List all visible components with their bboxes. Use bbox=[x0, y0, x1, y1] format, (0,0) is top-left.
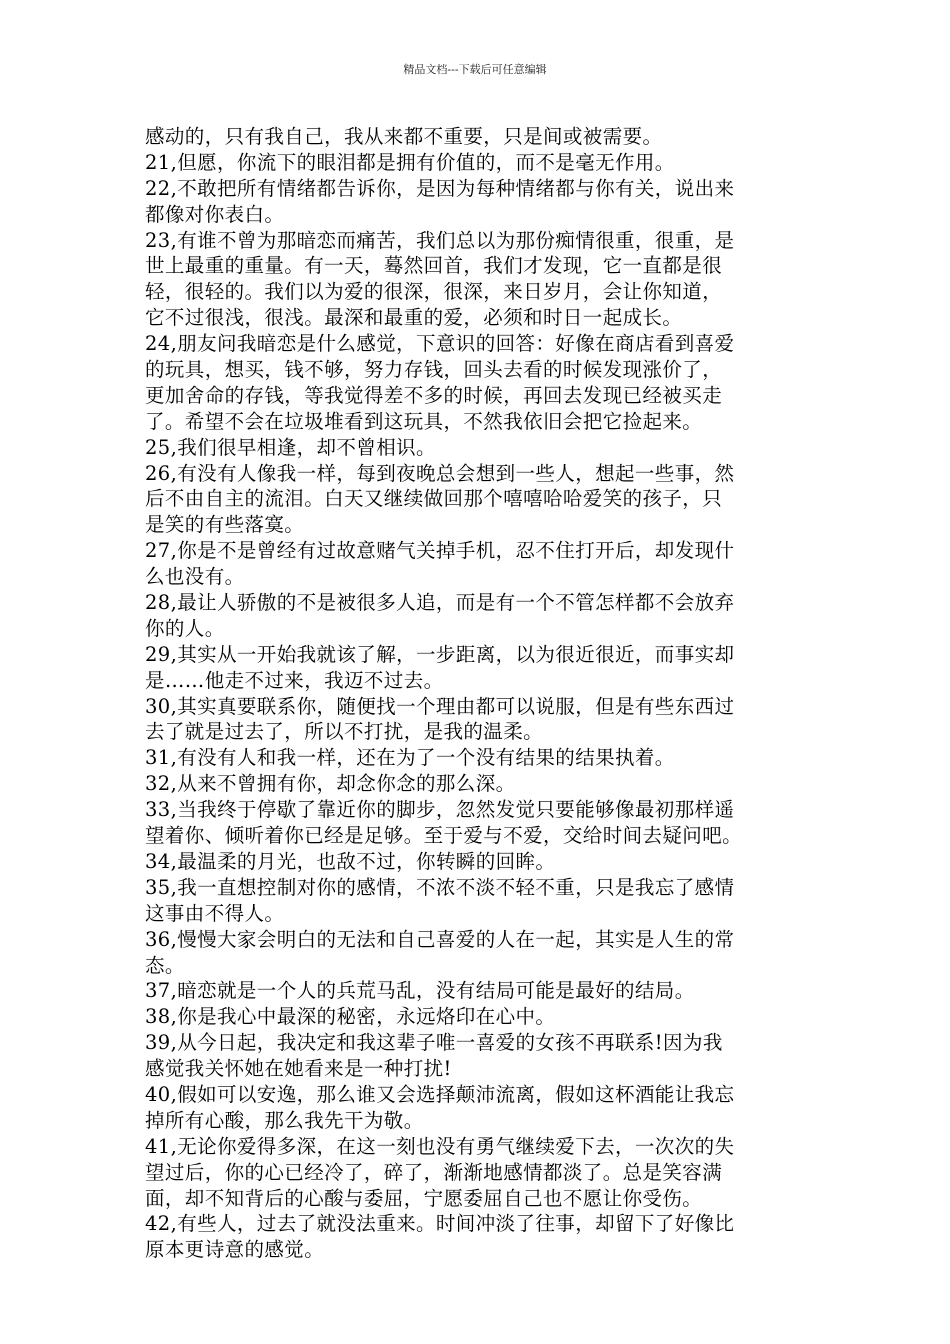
text-line: 这事由不得人。 bbox=[145, 901, 285, 925]
text-line: 39,从今日起，我决定和我这辈子唯一喜爱的女孩不再联系!因为我 bbox=[145, 1031, 723, 1055]
text-line: 33,当我终于停歇了靠近你的脚步，忽然发觉只要能够像最初那样遥 bbox=[145, 798, 735, 822]
text-line: 25,我们很早相逢，却不曾相识。 bbox=[145, 435, 436, 459]
text-line: 30,其实真要联系你，随便找一个理由都可以说服，但是有些东西过 bbox=[145, 694, 735, 718]
text-line: 35,我一直想控制对你的感情，不浓不淡不轻不重，只是我忘了感情 bbox=[145, 875, 735, 899]
text-line: 36,慢慢大家会明白的无法和自己喜爱的人在一起，其实是人生的常 bbox=[145, 927, 735, 951]
text-line: 后不由自主的流泪。白天又继续做回那个嘻嘻哈哈爱笑的孩子，只 bbox=[145, 487, 723, 511]
text-line: 24,朋友问我暗恋是什么感觉，下意识的回答：好像在商店看到喜爱 bbox=[145, 332, 735, 356]
text-line: 32,从来不曾拥有你，却念你念的那么深。 bbox=[145, 772, 516, 796]
text-line: 去了就是过去了，所以不打扰，是我的温柔。 bbox=[145, 720, 544, 744]
text-line: 感动的，只有我自己，我从来都不重要，只是间或被需要。 bbox=[145, 125, 663, 148]
text-line: 掉所有心酸，那么我先干为敬。 bbox=[145, 1108, 424, 1132]
text-line: 么也没有。 bbox=[145, 565, 245, 589]
text-line: 22,不敢把所有情绪都告诉你，是因为每种情绪都与你有关，说出来 bbox=[145, 176, 735, 200]
text-line: 望着你、倾听着你已经是足够。至于爱与不爱，交给时间去疑问吧。 bbox=[145, 824, 743, 848]
text-line: 28,最让人骄傲的不是被很多人追，而是有一个不管怎样都不会放弃 bbox=[145, 591, 735, 615]
text-line: 你的人。 bbox=[145, 616, 225, 640]
text-line: 更加舍命的存钱，等我觉得差不多的时候，再回去发现已经被买走 bbox=[145, 383, 723, 407]
text-line: 38,你是我心中最深的秘密，永远烙印在心中。 bbox=[145, 1005, 556, 1029]
document-body bbox=[145, 124, 813, 1263]
page-header: 精品文档---下载后可任意编辑 bbox=[403, 63, 547, 76]
text-line: 了。希望不会在垃圾堆看到这玩具，不然我依旧会把它捡起来。 bbox=[145, 409, 703, 433]
text-line: 态。 bbox=[145, 953, 185, 977]
text-line: 23,有谁不曾为那暗恋而痛苦，我们总以为那份痴情很重，很重，是 bbox=[145, 228, 735, 252]
text-line: 它不过很浅，很浅。最深和最重的爱，必须和时日一起成长。 bbox=[145, 306, 683, 330]
text-line: 感觉我关怀她在她看来是一种打扰! bbox=[145, 1057, 452, 1081]
text-line: 21,但愿，你流下的眼泪都是拥有价值的，而不是毫无作用。 bbox=[145, 150, 675, 174]
text-line: 轻，很轻的。我们以为爱的很深，很深，来日岁月，会让你知道， bbox=[145, 280, 723, 304]
text-line: 都像对你表白。 bbox=[145, 202, 285, 226]
text-line: 42,有些人，过去了就没法重来。时间冲淡了往事，却留下了好像比 bbox=[145, 1212, 735, 1236]
text-line: 26,有没有人像我一样，每到夜晚总会想到一些人，想起一些事，然 bbox=[145, 461, 735, 485]
text-line: 27,你是不是曾经有过故意赌气关掉手机，忍不住打开后，却发现什 bbox=[145, 539, 735, 563]
text-line: 世上最重的重量。有一天，蓦然回首，我们才发现，它一直都是很 bbox=[145, 254, 723, 278]
text-line: 是……他走不过来，我迈不过去。 bbox=[145, 668, 444, 692]
text-line: 是笑的有些落寞。 bbox=[145, 513, 305, 537]
text-line: 面，却不知背后的心酸与委屈，宁愿委屈自己也不愿让你受伤。 bbox=[145, 1186, 703, 1210]
text-line: 29,其实从一开始我就该了解，一步距离，以为很近很近，而事实却 bbox=[145, 642, 735, 666]
text-line: 40,假如可以安逸，那么谁又会选择颠沛流离，假如这杯酒能让我忘 bbox=[145, 1082, 735, 1106]
text-line: 原本更诗意的感觉。 bbox=[145, 1238, 325, 1262]
text-line: 望过后，你的心已经冷了，碎了，渐渐地感情都淡了。总是笑容满 bbox=[145, 1160, 723, 1184]
text-line: 34,最温柔的月光，也敌不过，你转瞬的回眸。 bbox=[145, 849, 556, 873]
text-line: 41,无论你爱得多深，在这一刻也没有勇气继续爱下去，一次次的失 bbox=[145, 1134, 735, 1158]
text-line: 的玩具，想买，钱不够，努力存钱，回头去看的时候发现涨价了， bbox=[145, 358, 723, 382]
text-line: 37,暗恋就是一个人的兵荒马乱，没有结局可能是最好的结局。 bbox=[145, 979, 695, 1003]
text-line: 31,有没有人和我一样，还在为了一个没有结果的结果执着。 bbox=[145, 746, 675, 770]
